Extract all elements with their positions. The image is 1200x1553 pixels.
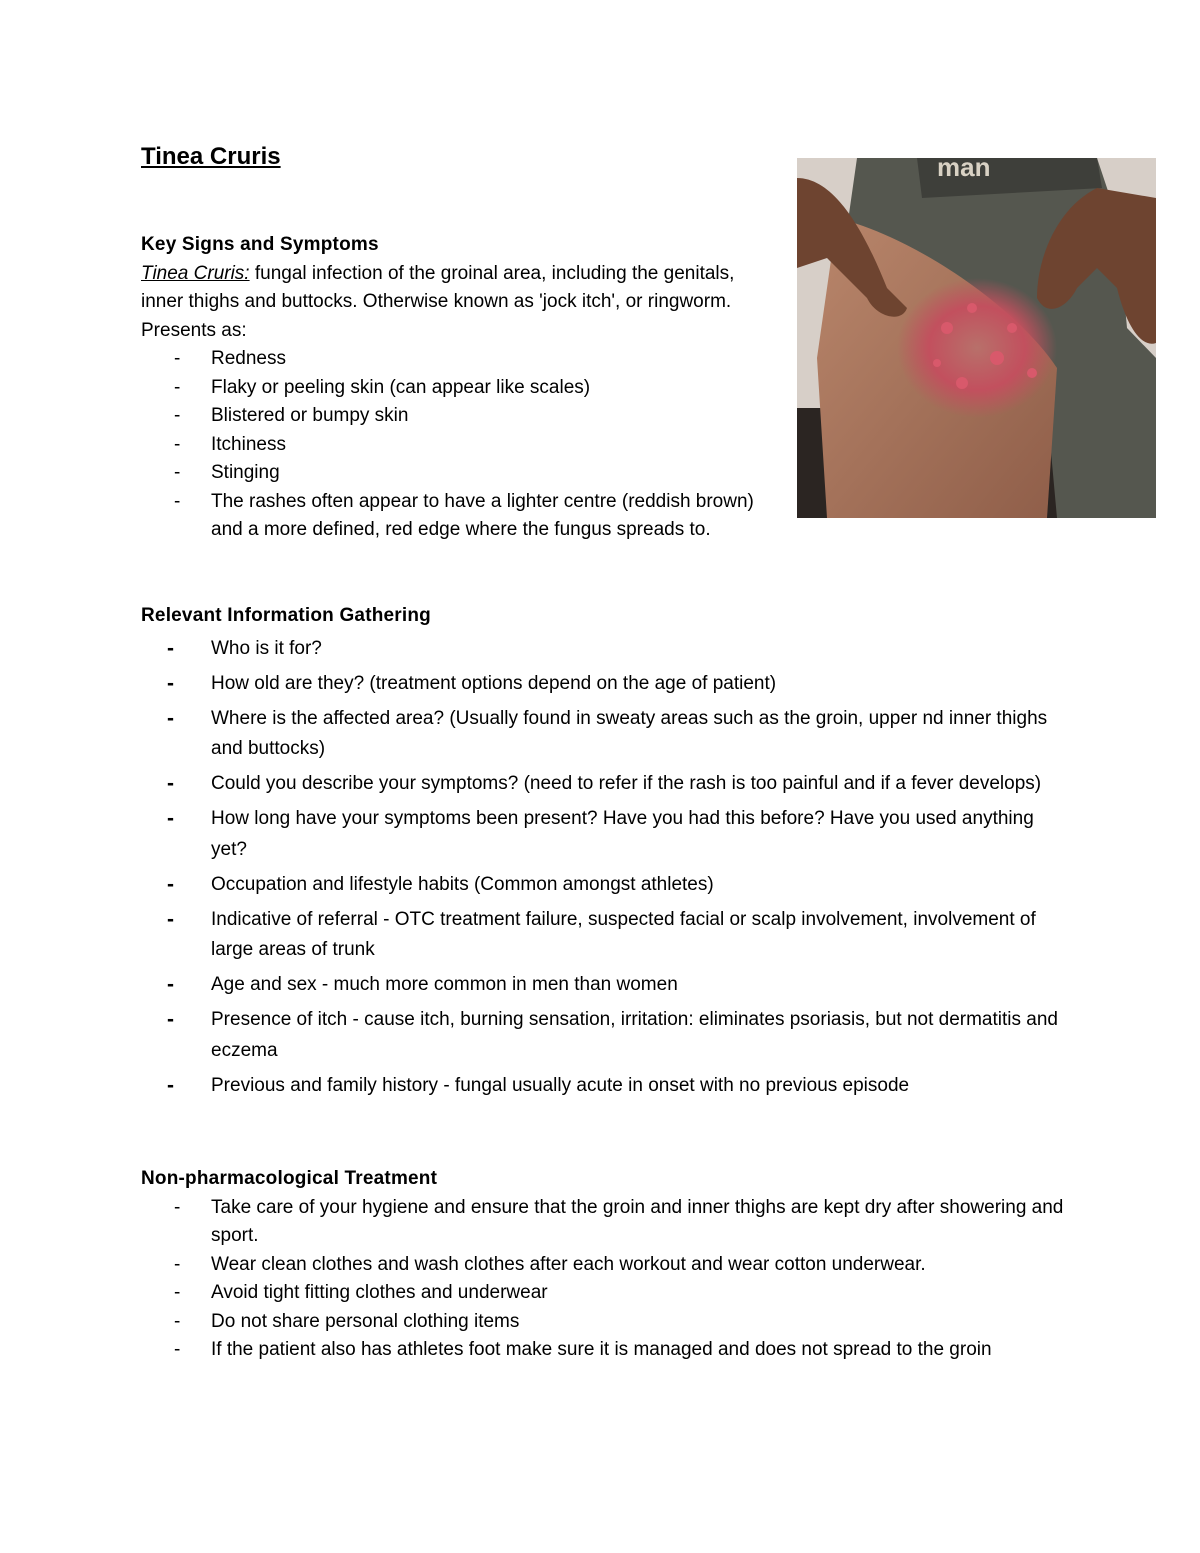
list-item (141, 804, 1071, 865)
info-gathering-heading: Relevant Information Gathering (141, 605, 431, 626)
list-item-text: Who is it for? (211, 637, 322, 659)
list-item-text: Stinging (211, 462, 280, 483)
list-item (141, 1279, 1071, 1308)
list-item-text: Blistered or bumpy skin (211, 405, 409, 426)
symptoms-lead-term: Tinea Cruris: (141, 262, 250, 284)
list-item (141, 905, 1071, 966)
list-item-text: If the patient also has athletes foot make sure it is managed and does not spread to the groin (211, 1339, 992, 1360)
list-item-text: Flaky or peeling skin (can appear like scales) (211, 376, 591, 398)
list-item-text: Avoid tight fitting clothes and underwear (211, 1282, 548, 1303)
dash-marker: - (174, 1196, 181, 1218)
dash-marker: - (167, 636, 174, 660)
list-item-text: Itchiness (211, 433, 286, 455)
dash-marker: - (167, 1073, 174, 1097)
list-item-text: Indicative of referral - OTC treatment failure, suspected facial or scalp involvement, involvement of large areas of trunk (211, 908, 1036, 960)
dash-marker: - (167, 872, 174, 896)
list-item (141, 669, 1071, 700)
list-item-text: Redness (211, 348, 286, 369)
list-item (141, 870, 1071, 901)
symptoms-list (141, 345, 781, 545)
info-gathering-list (141, 634, 1071, 1102)
dash-marker: - (174, 490, 181, 512)
dash-marker: - (167, 973, 174, 996)
list-item (141, 1251, 1071, 1280)
rash-photo (797, 158, 1156, 518)
list-item (141, 1071, 1071, 1102)
rash-photo-illustration (797, 158, 1156, 518)
dash-marker: - (174, 348, 181, 369)
list-item-text: Age and sex - much more common in men than women (211, 974, 678, 995)
symptoms-description (141, 260, 781, 346)
list-item-text: Previous and family history - fungal usually acute in onset with no previous episode (211, 1074, 910, 1096)
list-item (141, 488, 771, 545)
list-item (141, 1308, 1071, 1337)
dash-marker: - (167, 807, 174, 830)
list-item-text: Could you describe your symptoms? (need to refer if the rash is too painful and if a fever develops) (211, 773, 1042, 794)
list-item (141, 1005, 1071, 1066)
list-item (141, 1336, 1071, 1365)
waistband-text: man (937, 158, 991, 182)
list-item (141, 704, 1071, 765)
list-item (141, 431, 771, 460)
list-item-text: Wear clean clothes and wash clothes after each workout and wear cotton underwear. (211, 1253, 926, 1275)
dash-marker: - (167, 671, 174, 695)
non-pharm-heading: Non-pharmacological Treatment (141, 1168, 438, 1189)
list-item-text: Where is the affected area? (Usually found in sweaty areas such as the groin, upper nd inner thighs and buttocks) (211, 707, 1048, 759)
list-item-text: Occupation and lifestyle habits (Common amongst athletes) (211, 873, 714, 895)
symptoms-section (141, 231, 781, 545)
dash-marker: - (167, 907, 174, 931)
list-item-text: Do not share personal clothing items (211, 1310, 520, 1332)
dash-marker: - (174, 376, 181, 398)
dash-marker: - (167, 772, 174, 795)
dash-marker: - (174, 462, 181, 483)
list-item-text: Presence of itch - cause itch, burning sensation, irritation: eliminates psoriasis, but not dermatitis and eczema (211, 1009, 1058, 1061)
dash-marker: - (174, 1253, 181, 1275)
dash-marker: - (174, 405, 181, 426)
list-item (141, 769, 1071, 800)
info-gathering-section (141, 602, 1071, 1106)
dash-marker: - (167, 1008, 174, 1031)
list-item-text: How old are they? (treatment options depend on the age of patient) (211, 672, 777, 694)
dash-marker: - (174, 433, 181, 455)
list-item (141, 374, 771, 403)
list-item (141, 459, 771, 488)
list-item (141, 634, 1071, 665)
list-item-text: Take care of your hygiene and ensure that the groin and inner thighs are kept dry after showering and sport. (211, 1196, 1064, 1246)
dash-marker: - (174, 1339, 181, 1360)
non-pharm-section (141, 1165, 1071, 1365)
rash-area (897, 278, 1057, 418)
list-item-text: The rashes often appear to have a lighter centre (reddish brown) and a more defined, red edge where the fungus spreads to. (211, 490, 754, 540)
dash-marker: - (167, 706, 174, 730)
non-pharm-list (141, 1194, 1071, 1365)
list-item (141, 345, 771, 374)
symptoms-heading: Key Signs and Symptoms (141, 234, 379, 255)
page-title: Tinea Cruris (141, 143, 281, 170)
list-item-text: How long have your symptoms been present? Have you had this before? Have you used anything yet? (211, 808, 1034, 860)
dash-marker: - (174, 1282, 181, 1303)
symptoms-description-text: fungal infection of the groinal area, including the genitals, inner thighs and buttocks. Otherwise known as 'jock itch', or ringworm. Presents as: (141, 262, 735, 341)
dash-marker: - (174, 1310, 181, 1332)
list-item (141, 970, 1071, 1001)
list-item (141, 402, 771, 431)
list-item (141, 1194, 1071, 1251)
